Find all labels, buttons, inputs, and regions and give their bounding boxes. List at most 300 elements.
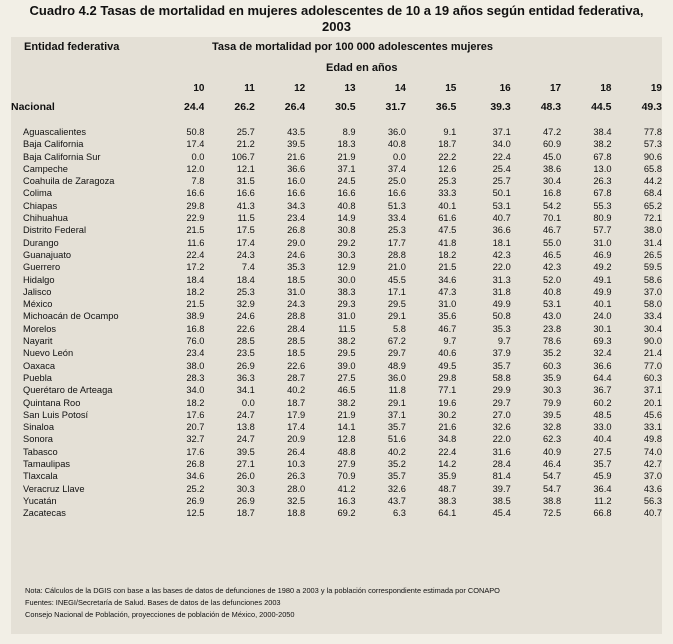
rate-value: 34.0	[186, 385, 205, 396]
rate-value: 36.0	[387, 127, 406, 137]
rate-value: 35.7	[387, 422, 406, 433]
rate-value: 34.1	[236, 385, 255, 396]
rate-value: 12.5	[186, 508, 205, 519]
rate-value: 26.9	[236, 495, 255, 506]
age-label: 18	[600, 82, 612, 94]
state-name: Querétaro de Arteaga	[23, 385, 113, 396]
rate-value: 18.4	[236, 274, 255, 285]
rate-value: 37.1	[643, 385, 662, 396]
table-row	[11, 274, 662, 286]
rate-value: 70.9	[337, 471, 356, 482]
national-value: 49.3	[641, 100, 662, 113]
rate-value: 12.1	[236, 163, 255, 174]
state-name: Aguascalientes	[23, 127, 87, 137]
rate-value: 68.4	[643, 188, 662, 199]
rate-value: 41.3	[236, 200, 255, 211]
rate-value: 80.9	[593, 213, 612, 224]
state-name: Baja California Sur	[23, 151, 101, 162]
rate-value: 54.2	[543, 200, 562, 211]
rate-value: 32.9	[236, 299, 255, 310]
rate-value: 12.6	[438, 163, 457, 174]
rate-value: 34.3	[287, 200, 306, 211]
national-value: 26.4	[284, 100, 306, 113]
table-row	[11, 335, 662, 347]
rate-value: 31.0	[337, 311, 356, 322]
table-row	[11, 151, 662, 163]
rate-value: 67.2	[387, 336, 406, 347]
age-header-row	[11, 80, 662, 98]
rate-value: 11.2	[594, 495, 612, 506]
rate-value: 106.7	[231, 151, 255, 162]
rate-value: 21.5	[186, 225, 205, 236]
rate-value: 58.8	[492, 372, 511, 383]
rate-value: 43.7	[387, 495, 406, 506]
rate-value: 56.3	[643, 495, 662, 506]
rate-value: 65.2	[643, 200, 662, 211]
table-row	[11, 446, 662, 458]
rate-value: 46.7	[543, 225, 562, 236]
rate-value: 69.2	[337, 508, 356, 519]
rate-value: 24.5	[337, 176, 356, 187]
rate-value: 49.5	[438, 360, 457, 371]
rate-value: 18.2	[186, 397, 205, 408]
rate-value: 11.5	[338, 323, 356, 334]
note-line: Fuentes: INEGI/Secretaría de Salud. Bases de datos de las defunciones 2003	[25, 598, 281, 607]
rate-value: 29.2	[337, 237, 356, 248]
rate-value: 9.1	[443, 127, 457, 137]
notes	[25, 585, 655, 621]
rate-value: 24.6	[236, 311, 255, 322]
rate-value: 28.8	[387, 249, 406, 260]
rate-value: 60.3	[543, 360, 562, 371]
table-row	[11, 495, 662, 507]
rate-value: 70.1	[543, 213, 562, 224]
rate-value: 77.8	[643, 127, 662, 137]
age-label: 10	[193, 82, 205, 94]
rate-value: 69.3	[593, 336, 612, 347]
rate-value: 48.9	[387, 360, 406, 371]
spacer-row	[11, 116, 662, 126]
state-name: Baja California	[23, 139, 84, 150]
rate-value: 17.1	[387, 286, 406, 297]
rate-value: 36.0	[387, 372, 406, 383]
rate-value: 38.5	[492, 495, 511, 506]
rate-value: 38.0	[186, 360, 205, 371]
rate-header: Tasa de mortalidad por 100 000 adolescentes mujeres	[212, 41, 494, 53]
rate-value: 77.1	[438, 385, 457, 396]
table-row	[11, 298, 662, 310]
table-row	[11, 347, 662, 359]
rate-value: 35.7	[593, 459, 612, 470]
rate-value: 42.7	[643, 459, 662, 470]
rate-value: 60.9	[543, 139, 562, 150]
state-name: Durango	[23, 237, 59, 248]
rate-value: 48.7	[438, 483, 457, 494]
rate-value: 46.5	[337, 385, 356, 396]
rate-value: 72.1	[643, 213, 662, 224]
rate-value: 32.6	[387, 483, 406, 494]
rate-value: 41.8	[438, 237, 457, 248]
rate-value: 30.1	[593, 323, 612, 334]
rate-value: 50.8	[186, 127, 205, 137]
note-line: Consejo Nacional de Población, proyecciones de población de México, 2000-2050	[25, 610, 295, 619]
age-label: 19	[650, 82, 662, 94]
rate-value: 21.6	[287, 151, 306, 162]
rate-value: 28.8	[287, 311, 306, 322]
state-name: Veracruz Llave	[23, 483, 85, 494]
rate-value: 24.3	[236, 249, 255, 260]
table-row	[11, 433, 662, 445]
rate-value: 79.9	[543, 397, 562, 408]
rate-value: 27.1	[236, 459, 255, 470]
rate-value: 20.9	[287, 434, 306, 445]
note-line: Nota: Cálculos de la DGIS con base a las bases de datos de defunciones de 1980 a 2003 y la población correspondiente estimada por CONAPO	[25, 586, 500, 595]
rate-value: 36.3	[236, 372, 255, 383]
rate-value: 22.9	[186, 213, 205, 224]
table-row	[11, 126, 662, 138]
rate-value: 62.3	[543, 434, 562, 445]
rate-value: 35.2	[387, 459, 406, 470]
rate-value: 38.9	[186, 311, 205, 322]
national-value: 48.3	[540, 100, 562, 113]
rate-value: 36.6	[492, 225, 511, 236]
rate-value: 40.8	[543, 286, 562, 297]
rate-value: 20.1	[643, 397, 662, 408]
rate-value: 17.4	[186, 139, 205, 150]
rate-value: 18.2	[186, 286, 205, 297]
national-value: 31.7	[385, 100, 406, 113]
rate-value: 44.2	[643, 176, 662, 187]
state-name: Sonora	[23, 434, 53, 445]
rate-value: 17.6	[186, 409, 205, 420]
state-name: Guerrero	[23, 262, 61, 273]
rate-value: 24.7	[236, 434, 255, 445]
table-row	[11, 323, 662, 335]
rate-value: 29.7	[492, 397, 511, 408]
rate-value: 11.5	[237, 213, 255, 224]
rate-value: 25.7	[492, 176, 511, 187]
rate-value: 49.8	[643, 434, 662, 445]
rate-value: 17.5	[236, 225, 255, 236]
rate-value: 29.8	[186, 200, 205, 211]
rate-value: 20.7	[186, 422, 205, 433]
rate-value: 25.4	[492, 163, 511, 174]
rate-value: 31.0	[438, 299, 457, 310]
rate-value: 53.1	[543, 299, 562, 310]
rate-value: 27.0	[492, 409, 511, 420]
rate-value: 49.9	[492, 299, 511, 310]
rate-value: 36.7	[593, 385, 612, 396]
rate-value: 32.8	[543, 422, 562, 433]
rate-value: 34.6	[438, 274, 457, 285]
rate-value: 28.4	[287, 323, 306, 334]
rate-value: 40.2	[287, 385, 306, 396]
state-name: Coahuila de Zaragoza	[23, 176, 115, 187]
rate-value: 26.0	[236, 471, 255, 482]
table-row	[11, 163, 662, 175]
rate-value: 37.0	[643, 286, 662, 297]
age-label: 12	[294, 82, 306, 94]
rate-value: 29.3	[337, 299, 356, 310]
rate-value: 50.1	[492, 188, 511, 199]
table-row	[11, 360, 662, 372]
rate-value: 30.3	[236, 483, 255, 494]
age-label: 15	[445, 82, 457, 94]
rate-value: 33.3	[438, 188, 457, 199]
table-row	[11, 249, 662, 261]
rate-value: 9.7	[497, 336, 511, 347]
rate-value: 25.3	[387, 225, 406, 236]
rate-value: 33.0	[593, 422, 612, 433]
state-name: Michoacán de Ocampo	[23, 311, 119, 322]
rate-value: 60.3	[643, 372, 662, 383]
national-row	[11, 98, 662, 116]
rate-value: 45.4	[492, 508, 511, 519]
rate-value: 58.0	[643, 299, 662, 310]
rate-value: 40.4	[593, 434, 612, 445]
state-name: México	[23, 299, 53, 310]
rate-value: 18.3	[337, 139, 356, 150]
rate-value: 30.8	[337, 225, 356, 236]
rate-value: 29.7	[387, 348, 406, 359]
rate-value: 28.4	[492, 459, 511, 470]
rate-value: 30.0	[337, 274, 356, 285]
rate-value: 29.9	[492, 385, 511, 396]
rate-value: 65.8	[643, 163, 662, 174]
rate-value: 8.9	[342, 127, 356, 137]
state-name: Quintana Roo	[23, 397, 81, 408]
national-value: 30.5	[335, 100, 356, 113]
rate-value: 22.0	[492, 262, 511, 273]
rate-value: 0.0	[393, 151, 406, 162]
rate-value: 22.4	[186, 249, 205, 260]
rate-value: 23.4	[287, 213, 306, 224]
rate-value: 18.7	[236, 508, 255, 519]
empty-cell	[11, 80, 147, 98]
national-value: 44.5	[591, 100, 612, 113]
rate-value: 30.3	[543, 385, 562, 396]
rate-value: 23.8	[543, 323, 562, 334]
rate-value: 19.6	[438, 397, 457, 408]
national-label: Nacional	[11, 100, 55, 113]
rate-value: 38.8	[543, 495, 562, 506]
rate-value: 35.9	[438, 471, 457, 482]
rate-value: 39.5	[287, 139, 306, 150]
rate-value: 35.6	[438, 311, 457, 322]
age-label: 13	[344, 82, 356, 94]
rate-value: 45.9	[593, 471, 612, 482]
table-row	[11, 187, 662, 199]
rate-value: 16.0	[287, 176, 306, 187]
rate-value: 29.1	[387, 397, 406, 408]
rate-value: 37.1	[337, 163, 356, 174]
rate-value: 27.5	[337, 372, 356, 383]
rate-value: 21.9	[337, 151, 356, 162]
rate-value: 54.7	[543, 471, 562, 482]
rate-value: 40.1	[593, 299, 612, 310]
rate-value: 31.4	[643, 237, 662, 248]
rate-value: 26.5	[643, 249, 662, 260]
rate-value: 78.6	[543, 336, 562, 347]
rate-value: 32.5	[287, 495, 306, 506]
rate-value: 50.8	[492, 311, 511, 322]
rate-value: 37.1	[492, 127, 511, 137]
rate-value: 30.3	[337, 249, 356, 260]
table-row	[11, 310, 662, 322]
rate-value: 39.7	[492, 483, 511, 494]
rate-value: 35.3	[287, 262, 306, 273]
rate-value: 29.0	[287, 237, 306, 248]
rate-value: 26.9	[186, 495, 205, 506]
rate-value: 5.8	[393, 323, 406, 334]
age-label: 17	[550, 82, 562, 94]
rate-value: 77.0	[643, 360, 662, 371]
rate-value: 25.0	[387, 176, 406, 187]
rate-value: 21.5	[186, 299, 205, 310]
rate-value: 45.6	[643, 409, 662, 420]
rate-value: 35.7	[492, 360, 511, 371]
rate-value: 61.6	[438, 213, 457, 224]
rate-value: 32.7	[186, 434, 205, 445]
rate-value: 30.2	[438, 409, 457, 420]
national-value: 26.2	[234, 100, 255, 113]
rate-value: 38.2	[337, 397, 356, 408]
rate-value: 17.9	[287, 409, 306, 420]
national-value: 24.4	[184, 100, 205, 113]
state-name: Nuevo León	[23, 348, 74, 359]
rate-value: 48.8	[337, 446, 356, 457]
rate-value: 6.3	[393, 508, 406, 519]
rate-value: 37.0	[643, 471, 662, 482]
rate-value: 43.0	[543, 311, 562, 322]
rate-value: 72.5	[543, 508, 562, 519]
rate-value: 45.5	[387, 274, 406, 285]
rate-value: 26.3	[593, 176, 612, 187]
rate-value: 37.9	[492, 348, 511, 359]
state-name: Morelos	[23, 323, 57, 334]
rate-value: 18.8	[287, 508, 306, 519]
rate-value: 26.8	[287, 225, 306, 236]
spacer-cell	[11, 116, 662, 126]
rate-value: 21.4	[643, 348, 662, 359]
rate-value: 33.1	[643, 422, 662, 433]
rate-value: 35.7	[387, 471, 406, 482]
rate-value: 24.7	[236, 409, 255, 420]
rate-value: 43.5	[287, 127, 306, 137]
rate-value: 47.2	[543, 127, 562, 137]
table-row	[11, 286, 662, 298]
rate-value: 31.0	[593, 237, 612, 248]
rate-value: 11.8	[388, 385, 406, 396]
rate-value: 16.6	[387, 188, 406, 199]
rate-value: 38.0	[643, 225, 662, 236]
rate-value: 39.0	[337, 360, 356, 371]
national-value: 36.5	[435, 100, 457, 113]
rate-value: 90.6	[643, 151, 662, 162]
rate-value: 21.9	[337, 409, 356, 420]
rate-value: 0.0	[241, 397, 255, 408]
rate-value: 17.2	[186, 262, 205, 273]
rate-value: 27.9	[337, 459, 356, 470]
rate-value: 16.6	[337, 188, 356, 199]
table-row	[11, 384, 662, 396]
table-row	[11, 421, 662, 433]
rate-value: 41.2	[337, 483, 356, 494]
state-name: Oaxaca	[23, 360, 56, 371]
rate-value: 22.6	[287, 360, 306, 371]
rate-value: 13.8	[236, 422, 255, 433]
rate-value: 13.0	[593, 163, 612, 174]
rate-value: 26.8	[186, 459, 205, 470]
rate-value: 17.6	[186, 446, 205, 457]
rate-value: 29.1	[387, 311, 406, 322]
rate-value: 26.3	[287, 471, 306, 482]
rate-value: 53.1	[492, 200, 511, 211]
table-row	[11, 507, 662, 519]
rate-value: 55.0	[543, 237, 562, 248]
state-name: Jalisco	[23, 286, 52, 297]
rate-value: 14.1	[337, 422, 356, 433]
table-row	[11, 470, 662, 482]
rate-value: 18.5	[287, 274, 306, 285]
rate-value: 16.6	[236, 188, 255, 199]
rate-value: 36.6	[287, 163, 306, 174]
rate-value: 12.9	[337, 262, 356, 273]
table-row	[11, 224, 662, 236]
rate-value: 25.2	[186, 483, 205, 494]
rate-value: 55.3	[593, 200, 612, 211]
rate-value: 31.0	[287, 286, 306, 297]
table-row	[11, 175, 662, 187]
rate-value: 90.0	[643, 336, 662, 347]
state-name: Tabasco	[23, 446, 58, 457]
rate-value: 17.4	[287, 422, 306, 433]
rate-value: 36.6	[593, 360, 612, 371]
rate-value: 25.3	[236, 286, 255, 297]
rate-value: 51.3	[387, 200, 406, 211]
table-row	[11, 200, 662, 212]
rate-value: 64.1	[438, 508, 457, 519]
state-name: Colima	[23, 188, 52, 199]
table-row	[11, 212, 662, 224]
rate-value: 17.4	[236, 237, 255, 248]
rate-value: 21.6	[438, 422, 457, 433]
rate-value: 35.3	[492, 323, 511, 334]
rate-value: 22.4	[492, 151, 511, 162]
rate-value: 25.3	[438, 176, 457, 187]
age-label: 14	[394, 82, 406, 94]
rate-value: 40.7	[492, 213, 511, 224]
entity-column-header: Entidad federativa	[24, 41, 120, 53]
rate-value: 39.5	[543, 409, 562, 420]
rate-value: 31.5	[236, 176, 255, 187]
rate-value: 31.8	[492, 286, 511, 297]
rate-value: 22.0	[492, 434, 511, 445]
rate-value: 76.0	[186, 336, 205, 347]
rate-value: 26.4	[287, 446, 306, 457]
rate-value: 40.8	[387, 139, 406, 150]
rate-value: 18.4	[186, 274, 205, 285]
rate-value: 40.9	[543, 446, 562, 457]
age-label: 11	[244, 82, 255, 94]
rate-value: 35.2	[543, 348, 562, 359]
table-row	[11, 261, 662, 273]
rate-value: 29.5	[387, 299, 406, 310]
rate-value: 16.6	[186, 188, 205, 199]
state-name: Sinaloa	[23, 422, 55, 433]
state-name: Campeche	[23, 163, 68, 174]
rate-value: 18.5	[287, 348, 306, 359]
